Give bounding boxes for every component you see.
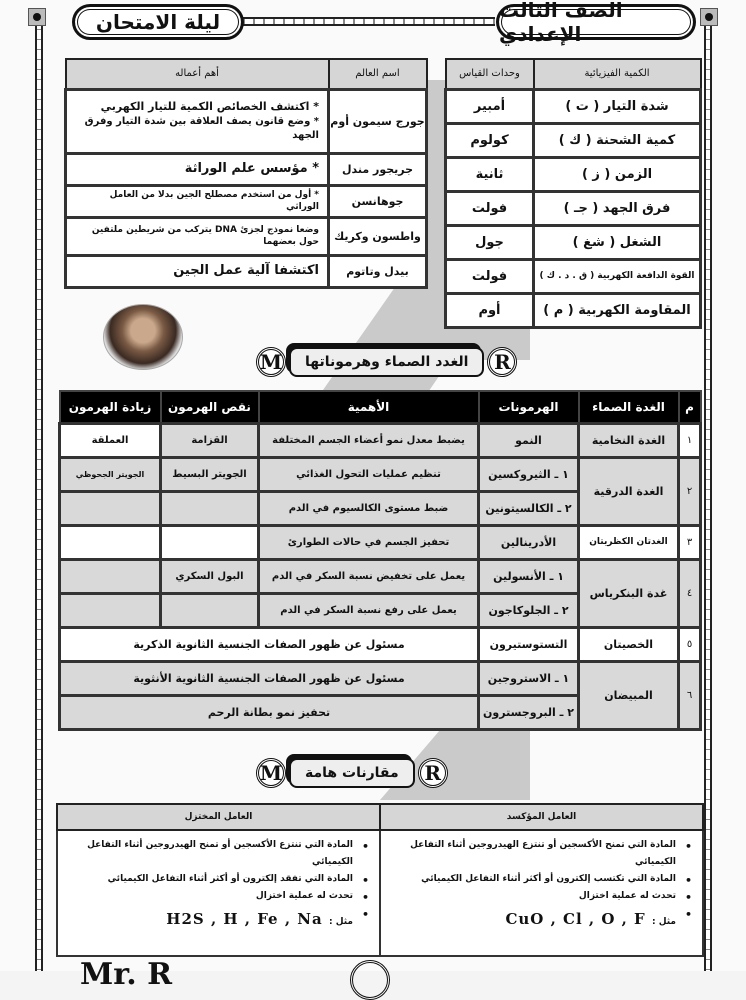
header-importance: الأهمية	[259, 391, 479, 423]
gland-cell: الغدتان الكظريتان	[579, 525, 679, 559]
footer-ring-icon	[350, 960, 390, 1000]
scientist-name: جوهانسن	[329, 185, 427, 217]
unit-cell: كولوم	[446, 123, 534, 157]
deficiency-cell: الجويتر البسيط	[161, 457, 259, 491]
unit-cell: فولت	[446, 191, 534, 225]
table-row	[60, 559, 701, 593]
oxidizing-points-list	[387, 837, 694, 934]
excess-cell	[60, 559, 161, 593]
example-formulas: CuO , Cl , O , F	[505, 910, 646, 929]
excess-cell	[60, 593, 161, 627]
unit-cell: أمبير	[446, 89, 534, 123]
scientist-work: اكتشفا آلية عمل الجين	[66, 255, 329, 287]
importance-cell: يعمل على رفع نسبة السكر في الدم	[259, 593, 479, 627]
table-row	[66, 217, 427, 255]
table-row	[60, 627, 701, 661]
exam-title: ليلة الامتحان	[72, 4, 244, 40]
row-number: ٥	[679, 627, 701, 661]
reducing-points-list	[64, 837, 371, 934]
importance-cell: ضبط مستوى الكالسيوم في الدم	[259, 491, 479, 525]
oxidizing-reducing-comparison-table	[56, 803, 704, 957]
table-row	[60, 525, 701, 559]
table-row	[60, 457, 701, 491]
list-item: • المادة التي تنتزع الأكسجين أو تمنح الهيدروجين أثناء التفاعل الكيميائي	[64, 837, 371, 871]
page-border-right	[704, 20, 712, 971]
header-quantity: الكمية الفيزيائية	[534, 59, 701, 89]
deficiency-cell: القزامة	[161, 423, 259, 457]
scientist-work: * مؤسس علم الوراثة	[66, 153, 329, 185]
header-unit: وحدات القياس	[446, 59, 534, 89]
quantity-cell: الزمن ( ز )	[534, 157, 701, 191]
deficiency-cell: البول السكري	[161, 559, 259, 593]
table-row	[66, 153, 427, 185]
list-item: • تحدث له عملية اختزال	[64, 888, 371, 905]
quantity-cell: القوة الدافعة الكهربية ( ق . د . ك )	[534, 259, 701, 293]
list-item: • تحدث له عملية اختزال	[387, 888, 694, 905]
table-header-row	[66, 59, 427, 89]
header-excess: زيادة الهرمون	[60, 391, 161, 423]
hormone-cell: ٢ ـ الكالسيتونين	[479, 491, 579, 525]
hormone-cell: التستوستيرون	[479, 627, 579, 661]
example-label: مثل :	[651, 917, 676, 928]
example-label: مثل :	[328, 917, 353, 928]
importance-cell: يضبط معدل نمو أعضاء الجسم المختلفة	[259, 423, 479, 457]
list-item-example	[64, 905, 371, 934]
glands-section-title: الغدد الصماء وهرموناتها	[289, 347, 484, 377]
header-gland: الغدة الصماء	[579, 391, 679, 423]
header-scientist: اسم العالم	[329, 59, 427, 89]
scientist-name: بيدل وتاتوم	[329, 255, 427, 287]
unit-cell: ثانية	[446, 157, 534, 191]
excess-cell	[60, 491, 161, 525]
badge-r-icon: R	[487, 347, 517, 377]
quantity-cell: فرق الجهد ( جـ )	[534, 191, 701, 225]
scientist-work: * أول من استخدم مصطلح الجين بدلا من العامل الوراثي	[66, 185, 329, 217]
row-number: ٤	[679, 559, 701, 627]
header-works: أهم أعماله	[66, 59, 329, 89]
work-line: * وضع قانون يصف العلاقة بين شدة التيار وفرق الجهد	[84, 115, 319, 141]
scientist-name: جورج سيمون أوم	[329, 89, 427, 153]
hormone-cell: الأدرينالين	[479, 525, 579, 559]
table-row	[66, 255, 427, 287]
table-row	[446, 157, 701, 191]
footer-cropped	[60, 957, 700, 992]
table-row	[60, 661, 701, 695]
header-oxidizing-agent: العامل المؤكسد	[380, 804, 703, 830]
scientist-portrait	[103, 304, 183, 370]
work-line: حول بعضهما	[263, 237, 319, 248]
badge-m-icon: M	[256, 758, 286, 788]
excess-cell: العملقة	[60, 423, 161, 457]
endocrine-glands-table	[58, 390, 702, 731]
grade-title: الصف الثالث الإعدادي	[496, 4, 696, 40]
corner-ornament-right	[700, 8, 718, 26]
importance-cell: تنظيم عمليات التحول الغذائي	[259, 457, 479, 491]
reducing-agent-cell	[57, 830, 380, 956]
header-number: م	[679, 391, 701, 423]
importance-cell: تحفيز الجسم في حالات الطوارئ	[259, 525, 479, 559]
work-line: وضعا نموذج لجزئ DNA يتركب من شريطين ملتفين	[91, 224, 319, 235]
row-number: ٣	[679, 525, 701, 559]
comparisons-section-title: مقارنات هامة	[289, 758, 415, 788]
table-header-row	[57, 804, 703, 830]
quantity-cell: الشغل ( شغ )	[534, 225, 701, 259]
quantity-cell: شدة التيار ( ت )	[534, 89, 701, 123]
hormone-cell: ١ ـ الثيروكسين	[479, 457, 579, 491]
deficiency-cell	[161, 525, 259, 559]
importance-cell: يعمل على تخفيض نسبة السكر في الدم	[259, 559, 479, 593]
deficiency-cell	[161, 491, 259, 525]
physical-units-table	[444, 58, 702, 329]
footer-text: Mr. R	[80, 957, 173, 992]
hormone-cell: ١ ـ الأنسولين	[479, 559, 579, 593]
table-header-row	[446, 59, 701, 89]
table-row	[446, 123, 701, 157]
unit-cell: جول	[446, 225, 534, 259]
row-number: ٢	[679, 457, 701, 525]
table-row	[57, 830, 703, 956]
gland-cell: المبيضان	[579, 661, 679, 729]
table-row	[446, 225, 701, 259]
table-header-row	[60, 391, 701, 423]
table-row	[60, 423, 701, 457]
list-item: • المادة التي تكتسب إلكترون أو أكثر أثناء التفاعل الكيميائي	[387, 871, 694, 888]
hormone-cell: النمو	[479, 423, 579, 457]
importance-cell: مسئول عن ظهور الصفات الجنسية الثانوية الأنثوية	[60, 661, 479, 695]
table-row	[446, 293, 701, 327]
list-item-example	[387, 905, 694, 934]
oxidizing-agent-cell	[380, 830, 703, 956]
table-row	[66, 89, 427, 153]
scientists-table	[64, 58, 428, 289]
hormone-cell: ٢ ـ الجلوكاجون	[479, 593, 579, 627]
scientist-name: جريجور مندل	[329, 153, 427, 185]
row-number: ١	[679, 423, 701, 457]
scientist-name: واطسون وكريك	[329, 217, 427, 255]
table-row	[446, 259, 701, 293]
table-row	[446, 191, 701, 225]
quantity-cell: المقاومة الكهربية ( م )	[534, 293, 701, 327]
glands-section-banner	[256, 345, 517, 379]
comparisons-section-banner	[256, 756, 448, 790]
row-number: ٦	[679, 661, 701, 729]
table-row	[66, 185, 427, 217]
gland-cell: الخصيتان	[579, 627, 679, 661]
quantity-cell: كمية الشحنة ( ك )	[534, 123, 701, 157]
header-reducing-agent: العامل المختزل	[57, 804, 380, 830]
gland-cell: الغدة النخامية	[579, 423, 679, 457]
header-hormones: الهرمونات	[479, 391, 579, 423]
list-item: • المادة التي تفقد إلكترون أو أكثر أثناء التفاعل الكيميائي	[64, 871, 371, 888]
table-row	[446, 89, 701, 123]
hormone-cell: ١ ـ الاستروجين	[479, 661, 579, 695]
example-formulas: H2S , H , Fe , Na	[166, 910, 323, 929]
importance-cell: مسئول عن ظهور الصفات الجنسية الثانوية الذكرية	[60, 627, 479, 661]
excess-cell	[60, 525, 161, 559]
excess-cell: الجويتر الجحوظي	[60, 457, 161, 491]
badge-r-icon: R	[418, 758, 448, 788]
page-border-left	[35, 20, 43, 971]
header-deficiency: نقص الهرمون	[161, 391, 259, 423]
scientist-work	[66, 89, 329, 153]
page-border-top	[235, 17, 495, 26]
corner-ornament-left	[28, 8, 46, 26]
deficiency-cell	[161, 593, 259, 627]
unit-cell: أوم	[446, 293, 534, 327]
unit-cell: فولت	[446, 259, 534, 293]
importance-cell: تحفيز نمو بطانة الرحم	[60, 695, 479, 729]
hormone-cell: ٢ ـ البروجسترون	[479, 695, 579, 729]
scientist-work	[66, 217, 329, 255]
gland-cell: الغدة الدرقية	[579, 457, 679, 525]
badge-m-icon: M	[256, 347, 286, 377]
gland-cell: غدة البنكرياس	[579, 559, 679, 627]
work-line: * اكتشف الخصائص الكمية للتيار الكهربي	[100, 100, 319, 114]
list-item: • المادة التي تمنح الأكسجين أو تنتزع الهيدروجين أثناء التفاعل الكيميائي	[387, 837, 694, 871]
